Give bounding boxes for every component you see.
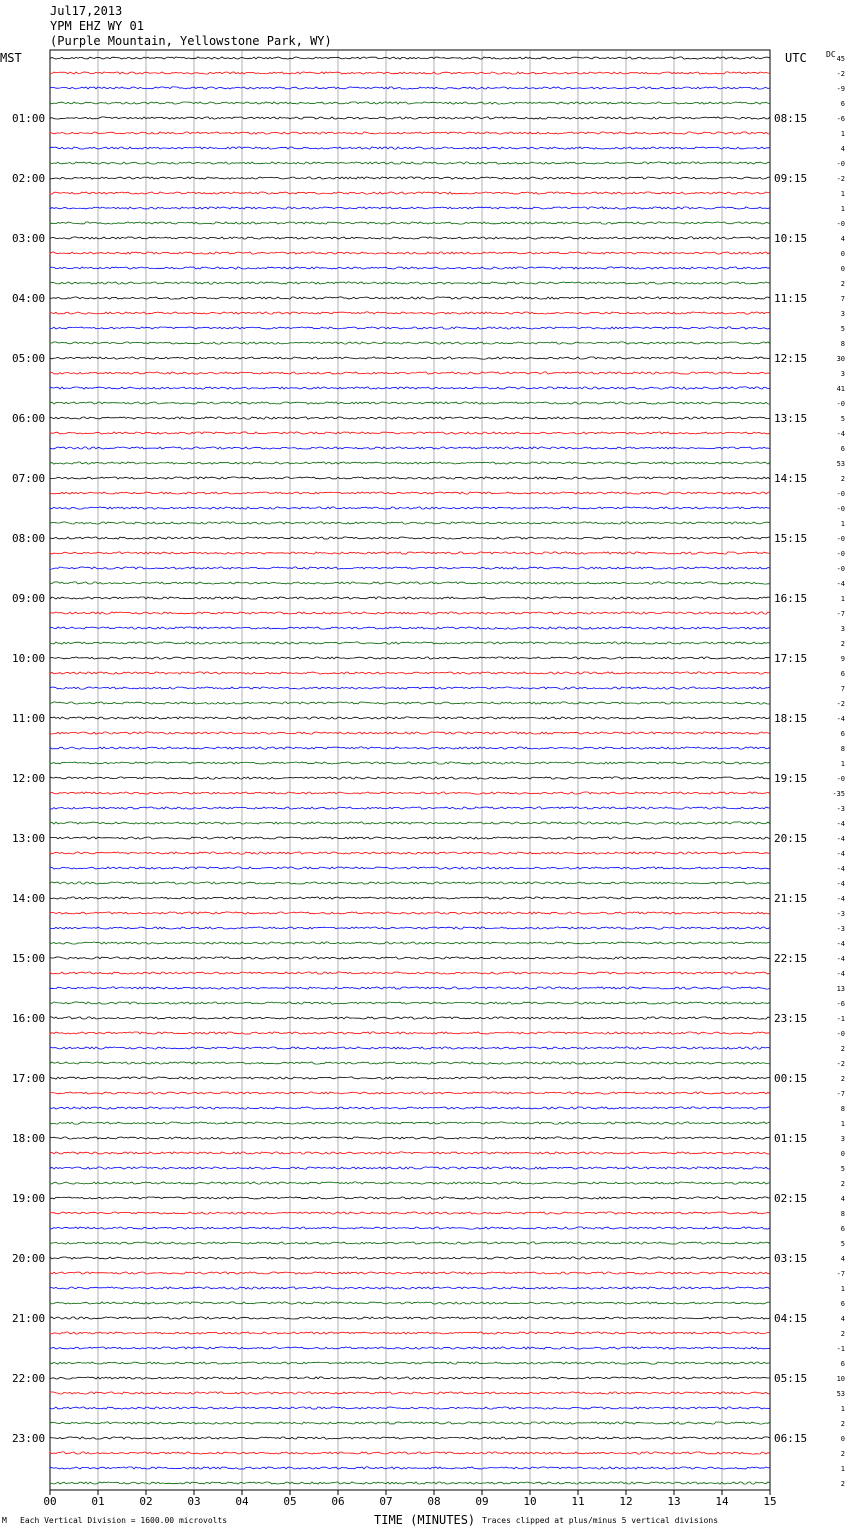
dc-offset-value: 1 [840,1465,845,1473]
dc-offset-value: 4 [840,1195,845,1203]
trace-line [50,267,770,269]
trace-line [50,492,770,494]
mst-hour-labels [12,112,45,1445]
trace-line [50,1212,770,1214]
trace-line [50,987,770,989]
trace-line [50,1047,770,1049]
dc-offset-value: 45 [836,55,845,63]
dc-offset-value: 30 [836,355,845,363]
utc-hour-label: 21:15 [774,892,808,905]
dc-offset-value: 6 [840,100,845,108]
trace-line [50,1092,770,1094]
dc-offset-value: -4 [836,955,845,963]
dc-offset-value: 2 [840,1075,845,1083]
trace-line [50,627,770,629]
dc-offset-value: -4 [836,895,845,903]
dc-offset-value: 3 [840,1135,845,1143]
utc-hour-label: 08:15 [774,112,808,125]
dc-offset-value: 1 [840,520,845,528]
trace-line [50,222,770,224]
dc-offset-value: 1 [840,760,845,768]
trace-line [50,192,770,194]
utc-hour-label: 14:15 [774,472,808,485]
trace-line [50,567,770,569]
dc-offset-value: 8 [840,340,845,348]
trace-line [50,597,770,599]
x-tick-label: 06 [331,1495,345,1508]
mst-hour-label: 03:00 [12,232,46,245]
seismic-traces [50,57,770,1484]
trace-line [50,657,770,659]
trace-line [50,1182,770,1184]
dc-offset-value: 1 [840,1405,845,1413]
dc-offset-value: 2 [840,640,845,648]
mst-hour-label: 02:00 [12,172,46,185]
dc-offset-value: 53 [836,460,845,468]
dc-offset-value: -2 [836,175,845,183]
trace-line [50,852,770,854]
dc-offset-value: 4 [840,1255,845,1263]
trace-line [50,537,770,539]
trace-line [50,1122,770,1124]
dc-offset-value: -2 [836,70,845,78]
dc-offset-value: -2 [836,1060,845,1068]
trace-line [50,807,770,809]
footer-mark: M [2,1516,7,1525]
trace-line [50,132,770,134]
dc-offset-value: -35 [832,790,845,798]
trace-line [50,1467,770,1469]
dc-offset-value: 5 [840,415,845,423]
trace-line [50,1437,770,1439]
dc-offset-value: 2 [840,1450,845,1458]
mst-hour-label: 16:00 [12,1012,46,1025]
dc-offset-value: -0 [836,505,845,513]
trace-line [50,1167,770,1169]
dc-offset-value: 0 [840,1150,845,1158]
trace-line [50,897,770,899]
dc-offset-labels [832,55,845,1488]
dc-offset-value: -0 [836,565,845,573]
dc-offset-value: 0 [840,265,845,273]
utc-hour-label: 09:15 [774,172,808,185]
utc-hour-label: 23:15 [774,1012,808,1025]
trace-line [50,207,770,209]
utc-hour-label: 10:15 [774,232,808,245]
trace-line [50,102,770,104]
dc-offset-value: -4 [836,430,845,438]
x-tick-label: 10 [523,1495,537,1508]
trace-line [50,447,770,449]
trace-line [50,327,770,329]
utc-hour-label: 11:15 [774,292,808,305]
dc-offset-value: -4 [836,715,845,723]
trace-line [50,582,770,584]
trace-line [50,1422,770,1424]
mst-hour-label: 13:00 [12,832,46,845]
utc-hour-label: 01:15 [774,1132,808,1145]
trace-line [50,1482,770,1484]
utc-hour-label: 22:15 [774,952,808,965]
dc-offset-value: 1 [840,205,845,213]
dc-offset-value: -0 [836,535,845,543]
dc-offset-value: -4 [836,850,845,858]
dc-offset-value: 1 [840,1120,845,1128]
dc-offset-value: 6 [840,1360,845,1368]
mst-hour-label: 22:00 [12,1372,46,1385]
trace-line [50,387,770,389]
dc-offset-value: -0 [836,400,845,408]
utc-hour-label: 20:15 [774,832,808,845]
dc-offset-value: 1 [840,595,845,603]
dc-offset-value: -9 [836,85,845,93]
dc-offset-value: -3 [836,910,845,918]
dc-offset-value: 7 [840,685,845,693]
dc-offset-value: -1 [836,1345,845,1353]
trace-line [50,1332,770,1334]
dc-offset-value: 3 [840,625,845,633]
utc-hour-label: 19:15 [774,772,808,785]
x-tick-labels [43,1490,776,1508]
trace-line [50,1452,770,1454]
dc-offset-value: -7 [836,610,845,618]
trace-line [50,462,770,464]
utc-hour-label: 18:15 [774,712,808,725]
trace-line [50,912,770,914]
trace-line [50,357,770,359]
dc-offset-value: -6 [836,1000,845,1008]
dc-offset-value: 9 [840,655,845,663]
dc-offset-value: 2 [840,1480,845,1488]
trace-line [50,1062,770,1064]
dc-offset-value: 6 [840,730,845,738]
dc-offset-value: 6 [840,1300,845,1308]
mst-hour-label: 15:00 [12,952,46,965]
trace-line [50,972,770,974]
dc-offset-value: -6 [836,115,845,123]
dc-offset-value: 53 [836,1390,845,1398]
x-axis-title: TIME (MINUTES) [374,1513,476,1527]
x-tick-label: 02 [139,1495,153,1508]
mst-hour-label: 18:00 [12,1132,46,1145]
x-tick-label: 07 [379,1495,393,1508]
x-tick-label: 04 [235,1495,249,1508]
dc-offset-value: -4 [836,865,845,873]
trace-line [50,87,770,89]
dc-offset-value: -0 [836,775,845,783]
dc-offset-value: 3 [840,370,845,378]
trace-line [50,927,770,929]
trace-line [50,942,770,944]
trace-line [50,72,770,74]
dc-offset-value: -7 [836,1270,845,1278]
utc-hour-label: 12:15 [774,352,808,365]
dc-offset-value: 0 [840,250,845,258]
dc-offset-value: 2 [840,1330,845,1338]
utc-hour-label: 16:15 [774,592,808,605]
mst-hour-label: 23:00 [12,1432,46,1445]
mst-hour-label: 20:00 [12,1252,46,1265]
dc-offset-value: -4 [836,835,845,843]
dc-offset-value: 1 [840,190,845,198]
x-tick-label: 11 [571,1495,585,1508]
dc-offset-value: -0 [836,550,845,558]
trace-line [50,1077,770,1079]
x-tick-label: 05 [283,1495,297,1508]
dc-offset-value: 1 [840,130,845,138]
dc-offset-value: -4 [836,820,845,828]
plot-date: Jul17,2013 [50,4,123,18]
dc-offset-value: 2 [840,1045,845,1053]
trace-line [50,687,770,689]
trace-line [50,522,770,524]
trace-line [50,1362,770,1364]
dc-offset-value: 5 [840,325,845,333]
trace-line [50,1197,770,1199]
trace-line [50,1257,770,1259]
trace-line [50,162,770,164]
mst-axis-label: MST [0,51,22,65]
station-location: (Purple Mountain, Yellowstone Park, WY) [50,34,332,48]
utc-hour-labels [774,112,807,1445]
dc-offset-value: 41 [836,385,845,393]
dc-offset-value: 4 [840,235,845,243]
trace-line [50,1242,770,1244]
mst-hour-label: 11:00 [12,712,46,725]
x-tick-label: 14 [715,1495,729,1508]
trace-line [50,1152,770,1154]
trace-line [50,252,770,254]
dc-offset-value: 7 [840,295,845,303]
trace-line [50,1002,770,1004]
dc-offset-value: -2 [836,700,845,708]
trace-line [50,732,770,734]
trace-line [50,147,770,149]
trace-line [50,1137,770,1139]
mst-hour-label: 04:00 [12,292,46,305]
trace-line [50,552,770,554]
trace-line [50,702,770,704]
x-tick-label: 15 [763,1495,777,1508]
station-code: YPM EHZ WY 01 [50,19,144,33]
trace-line [50,837,770,839]
dc-offset-value: -4 [836,970,845,978]
trace-line [50,1317,770,1319]
trace-line [50,372,770,374]
x-tick-label: 01 [91,1495,105,1508]
trace-line [50,312,770,314]
dc-offset-value: -3 [836,805,845,813]
trace-line [50,957,770,959]
trace-line [50,762,770,764]
dc-offset-value: -0 [836,490,845,498]
x-tick-label: 12 [619,1495,633,1508]
trace-line [50,477,770,479]
dc-offset-value: 6 [840,1225,845,1233]
utc-hour-label: 04:15 [774,1312,808,1325]
trace-line [50,672,770,674]
mst-hour-label: 01:00 [12,112,46,125]
trace-line [50,507,770,509]
dc-offset-value: 2 [840,1420,845,1428]
dc-offset-value: 8 [840,1210,845,1218]
utc-hour-label: 00:15 [774,1072,808,1085]
x-tick-label: 03 [187,1495,201,1508]
dc-offset-value: 4 [840,145,845,153]
dc-offset-value: 0 [840,1435,845,1443]
trace-line [50,342,770,344]
trace-line [50,1347,770,1349]
mst-hour-label: 14:00 [12,892,46,905]
dc-offset-value: 2 [840,280,845,288]
mst-hour-label: 06:00 [12,412,46,425]
mst-hour-label: 17:00 [12,1072,46,1085]
trace-line [50,717,770,719]
trace-line [50,297,770,299]
trace-line [50,117,770,119]
clip-note: Traces clipped at plus/minus 5 vertical divisions [482,1516,719,1525]
trace-line [50,612,770,614]
utc-hour-label: 05:15 [774,1372,808,1385]
utc-hour-label: 03:15 [774,1252,808,1265]
x-tick-label: 08 [427,1495,441,1508]
x-tick-label: 13 [667,1495,681,1508]
dc-offset-header: DC [826,50,836,59]
dc-offset-value: 8 [840,745,845,753]
trace-line [50,237,770,239]
trace-line [50,1407,770,1409]
dc-offset-value: 3 [840,310,845,318]
trace-line [50,402,770,404]
trace-line [50,1272,770,1274]
trace-line [50,642,770,644]
dc-offset-value: -0 [836,220,845,228]
dc-offset-value: -0 [836,160,845,168]
dc-offset-value: 10 [836,1375,845,1383]
trace-line [50,282,770,284]
mst-hour-label: 09:00 [12,592,46,605]
mst-hour-label: 21:00 [12,1312,46,1325]
mst-hour-label: 05:00 [12,352,46,365]
dc-offset-value: 2 [840,475,845,483]
trace-line [50,1287,770,1289]
utc-hour-label: 17:15 [774,652,808,665]
trace-line [50,432,770,434]
dc-offset-value: 1 [840,1285,845,1293]
mst-hour-label: 07:00 [12,472,46,485]
trace-line [50,882,770,884]
utc-hour-label: 02:15 [774,1192,808,1205]
trace-line [50,1392,770,1394]
x-tick-label: 00 [43,1495,57,1508]
dc-offset-value: 4 [840,1315,845,1323]
dc-offset-value: -0 [836,1030,845,1038]
dc-offset-value: -3 [836,925,845,933]
trace-line [50,1107,770,1109]
trace-line [50,747,770,749]
trace-line [50,1227,770,1229]
mst-hour-label: 10:00 [12,652,46,665]
trace-line [50,417,770,419]
dc-offset-value: 5 [840,1165,845,1173]
trace-line [50,1377,770,1379]
dc-offset-value: -1 [836,1015,845,1023]
dc-offset-value: -4 [836,940,845,948]
utc-hour-label: 13:15 [774,412,808,425]
scale-note: Each Vertical Division = 1600.00 microvolts [20,1516,228,1525]
trace-line [50,1032,770,1034]
dc-offset-value: 6 [840,670,845,678]
trace-line [50,867,770,869]
dc-offset-value: 8 [840,1105,845,1113]
utc-hour-label: 06:15 [774,1432,808,1445]
dc-offset-value: -4 [836,880,845,888]
dc-offset-value: -7 [836,1090,845,1098]
dc-offset-value: -4 [836,580,845,588]
trace-line [50,177,770,179]
x-tick-label: 09 [475,1495,489,1508]
dc-offset-value: 13 [836,985,845,993]
trace-line [50,1017,770,1019]
dc-offset-value: 5 [840,1240,845,1248]
dc-offset-value: 2 [840,1180,845,1188]
trace-line [50,792,770,794]
trace-line [50,1302,770,1304]
utc-axis-label: UTC [785,51,807,65]
trace-line [50,57,770,59]
dc-offset-value: 6 [840,445,845,453]
mst-hour-label: 12:00 [12,772,46,785]
utc-hour-label: 15:15 [774,532,808,545]
trace-line [50,822,770,824]
trace-line [50,777,770,779]
mst-hour-label: 08:00 [12,532,46,545]
mst-hour-label: 19:00 [12,1192,46,1205]
